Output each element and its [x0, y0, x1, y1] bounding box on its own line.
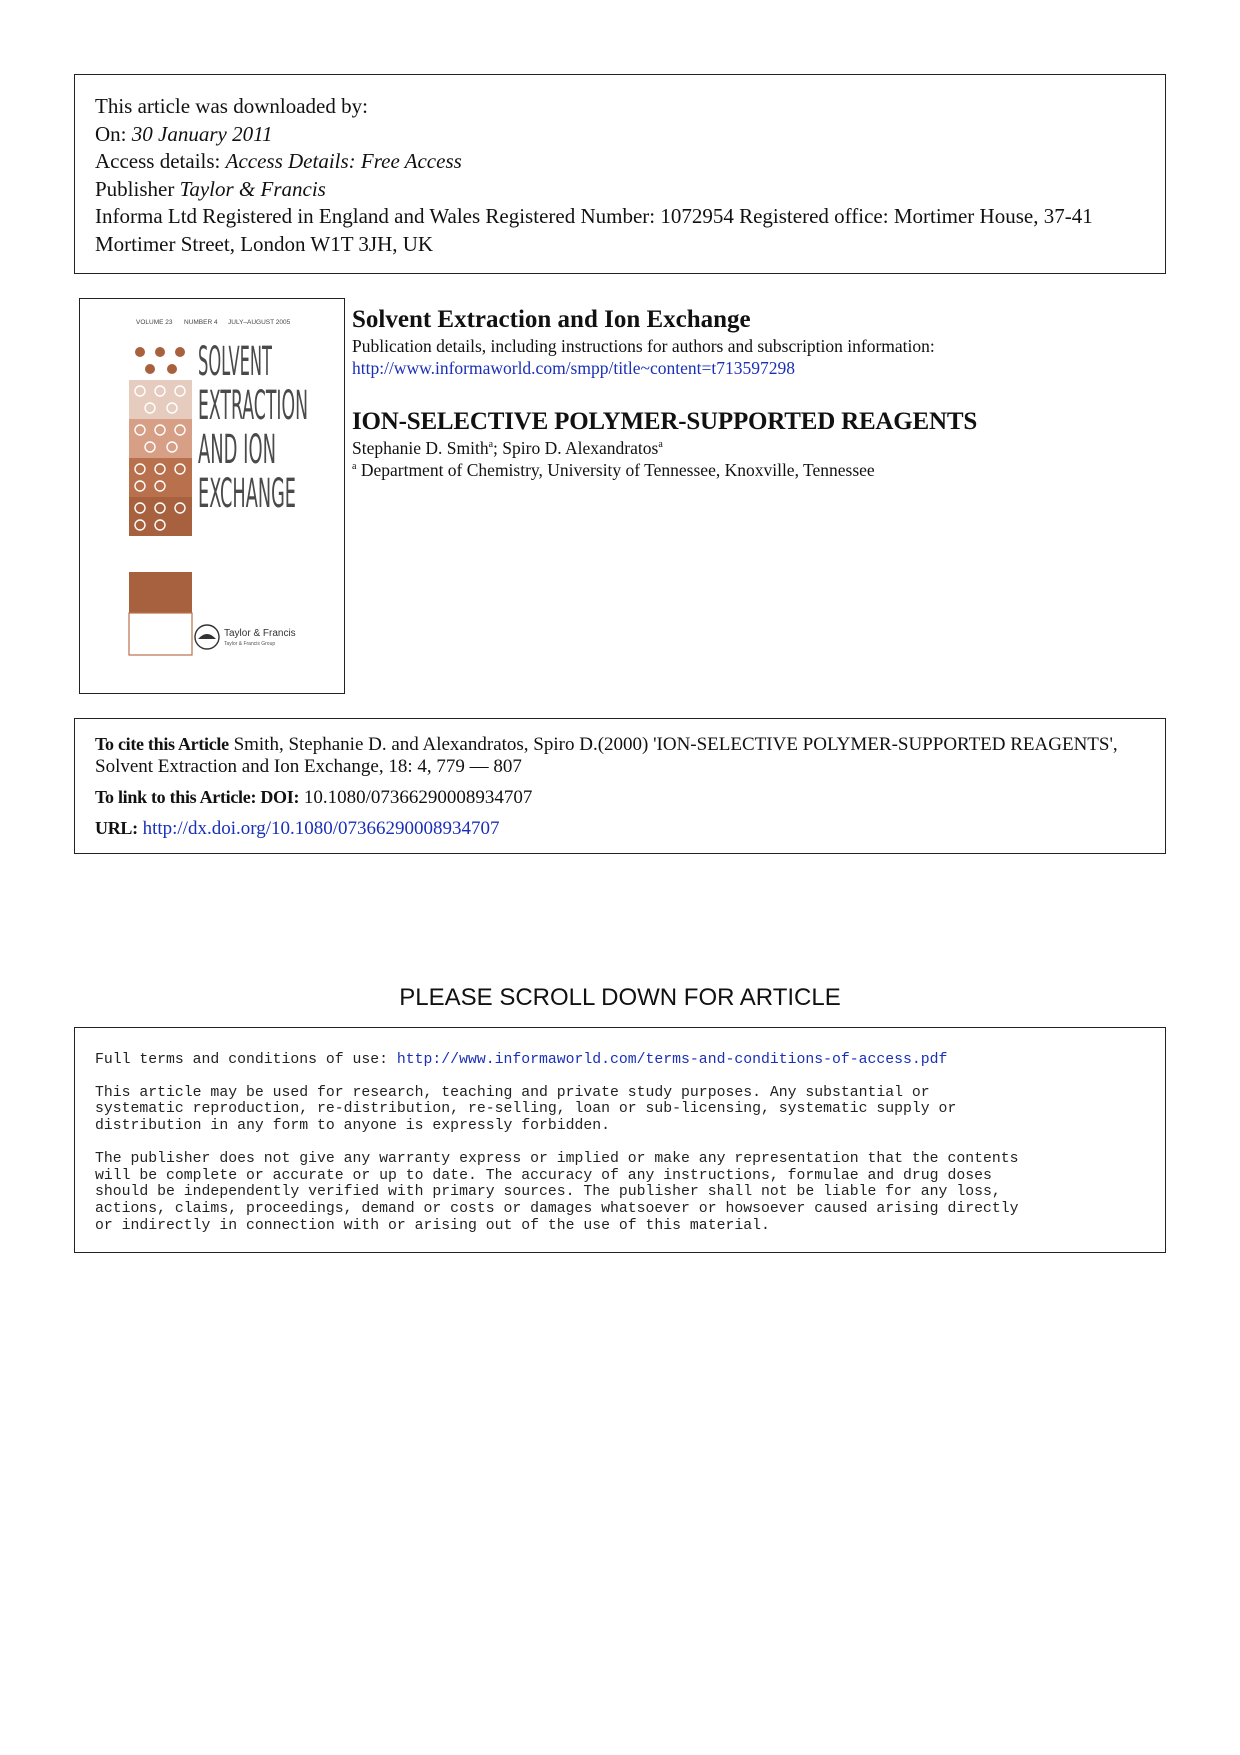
journal-url-link[interactable]: http://www.informaworld.com/smpp/title~content=t713597298 — [352, 358, 796, 378]
cover-volume: VOLUME 23 — [136, 319, 173, 326]
terms-disclaimer: The publisher does not give any warranty express or implied or make any representation that the contents will be complete or accurate or up to date. The accuracy of any instructions, formulae and drug doses should be independently verified with primary sources. The publisher shall not be liable for any loss, actions, claims, proceedings, demand or costs or damages whatsoever or howsoever caused arising directly or indirectly in connection with or arising out of the use of this material. — [95, 1150, 1019, 1234]
access-details-value: Access Details: Free Access — [225, 149, 462, 173]
cover-title — [198, 339, 308, 517]
url-line: URL: http://dx.doi.org/10.1080/07366290008934707 — [95, 818, 500, 839]
terms-url-link[interactable]: http://www.informaworld.com/terms-and-conditions-of-access.pdf — [396, 1052, 948, 1068]
terms-box — [74, 1027, 1166, 1253]
svg-text:Taylor & Francis Group: Taylor & Francis Group — [224, 641, 276, 647]
doi-url-link[interactable]: http://dx.doi.org/10.1080/07366290008934707 — [137, 818, 500, 839]
svg-text:EXTRACTION: EXTRACTION — [198, 383, 308, 429]
cover-block-bottom — [129, 613, 192, 655]
doi-line: To link to this Article: DOI: 10.1080/07366290008934707 — [95, 787, 533, 808]
terms-usage: This article may be used for research, teaching and private study purposes. Any substantial or systematic reproduction, re-distribution, re-selling, loan or sub-licensing, systematic supply or distribution in any form to anyone is expressly forbidden. — [95, 1084, 957, 1135]
registered-office: Informa Ltd Registered in England and Wales Registered Number: 1072954 Registered office: Mortimer House, 37-41 Mortimer Street, London W1T 3JH, UK — [95, 204, 1093, 256]
article-affiliation: $^a$ Department of Chemistry, University of Tennessee, Knoxville, Tennessee — [352, 460, 875, 480]
svg-text:SOLVENT: SOLVENT — [198, 339, 273, 385]
cover-number: NUMBER 4 — [184, 319, 218, 326]
download-date: On: 30 January 2011 — [95, 121, 273, 146]
publisher: Publisher Taylor & Francis — [95, 176, 326, 201]
download-intro: This article was downloaded by: — [95, 94, 368, 118]
article-title: ION-SELECTIVE POLYMER-SUPPORTED REAGENTS — [352, 408, 978, 435]
taylor-francis-logo — [195, 625, 296, 649]
article-authors: Stephanie D. Smith$^a$; Spiro D. Alexandratos$^a$ — [352, 438, 663, 458]
svg-text:Taylor & Francis: Taylor & Francis — [224, 628, 296, 639]
svg-text:EXCHANGE: EXCHANGE — [198, 471, 296, 517]
access-details: Access details: Access Details: Free Access — [95, 149, 462, 173]
scroll-note: PLEASE SCROLL DOWN FOR ARTICLE — [399, 984, 841, 1011]
citation-box — [74, 718, 1166, 854]
journal-cover-image — [80, 299, 343, 692]
download-info-box — [74, 74, 1166, 274]
cover-block-top — [129, 572, 192, 613]
journal-title: Solvent Extraction and Ion Exchange — [352, 306, 751, 333]
publisher-value: Taylor & Francis — [179, 176, 326, 201]
cite-article: To cite this Article Smith, Stephanie D. and Alexandratos, Spiro D.(2000) 'ION-SELECTIVE POLYMER-SUPPORTED REAGENTS', Solvent Extraction and Ion Exchange, 18: 4, 779 — 807 — [95, 734, 1118, 777]
cover-tile-1 — [129, 341, 192, 380]
terms-line: Full terms and conditions of use: http://www.informaworld.com/terms-and-conditions-of-access.pdf — [95, 1052, 948, 1068]
journal-subtitle: Publication details, including instructions for authors and subscription information: — [352, 336, 935, 356]
download-date-value: 30 January 2011 — [131, 121, 273, 146]
journal-info — [352, 305, 1172, 481]
svg-text:AND ION: AND ION — [198, 427, 276, 473]
journal-cover — [79, 298, 345, 694]
cover-date: JULY–AUGUST 2005 — [228, 319, 291, 326]
